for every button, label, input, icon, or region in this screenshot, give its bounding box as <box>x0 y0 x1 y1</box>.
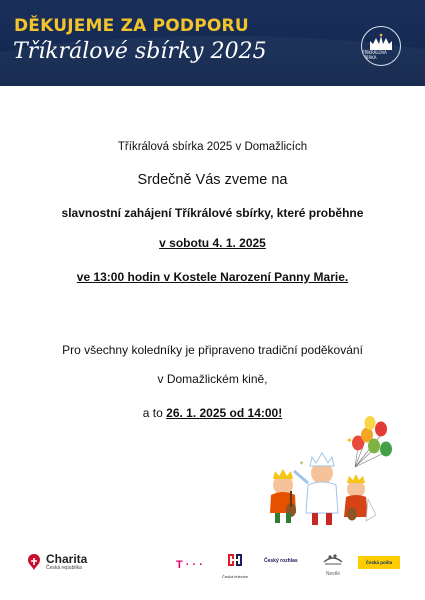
svg-text:✦: ✦ <box>346 436 353 445</box>
charita-subtitle: Česká republika <box>46 565 82 571</box>
event-time-place: ve 13:00 hodin v Kostele Narození Panny Marie. <box>76 270 349 284</box>
event-date: v sobotu 4. 1. 2025 <box>159 236 266 250</box>
ct-caption: Česká televize <box>221 574 248 579</box>
banner-thanks-title: DĚKUJEME ZA PODPORU <box>14 16 249 36</box>
header-banner <box>0 0 425 86</box>
nestle-caption: Nestlé <box>325 571 341 577</box>
ceska-televize-logo <box>216 552 254 579</box>
charita-cross-icon <box>25 552 43 572</box>
thanks-note: Pro všechny koledníky je připraveno tradiční poděkování <box>62 343 363 357</box>
sponsor-logos <box>0 540 425 590</box>
logo-caption: TŘÍKRÁLOVÁ SBÍRKA <box>362 50 387 60</box>
event-heading: Tříkrálová sbírka 2025 v Domažlicích <box>117 141 308 153</box>
trikralova-sbirka-logo <box>361 26 401 66</box>
cesky-rozhlas-logo: Český rozhlas <box>264 558 298 564</box>
invitation-greeting: Srdečně Vás zveme na <box>137 172 288 188</box>
ceska-posta-logo: Česká pošta <box>358 556 400 569</box>
banner-subtitle: Tříkrálové sbírky 2025 <box>13 39 267 64</box>
thanks-date: 26. 1. 2025 od 14:00! <box>166 406 283 420</box>
charita-name: Charita <box>46 552 88 566</box>
ct-icon <box>226 552 244 568</box>
three-kings-illustration <box>260 405 400 530</box>
thanks-venue: v Domažlickém kině, <box>157 372 268 386</box>
charita-logo <box>25 552 87 572</box>
event-description: slavnostní zahájení Tříkrálové sbírky, které proběhne <box>61 206 364 220</box>
thanks-date-prefix: a to <box>142 406 167 420</box>
svg-text:✦: ✦ <box>299 460 305 467</box>
nestle-nest-icon <box>322 550 344 566</box>
nestle-logo <box>319 550 347 577</box>
telekom-logo: T · · · <box>176 559 203 571</box>
